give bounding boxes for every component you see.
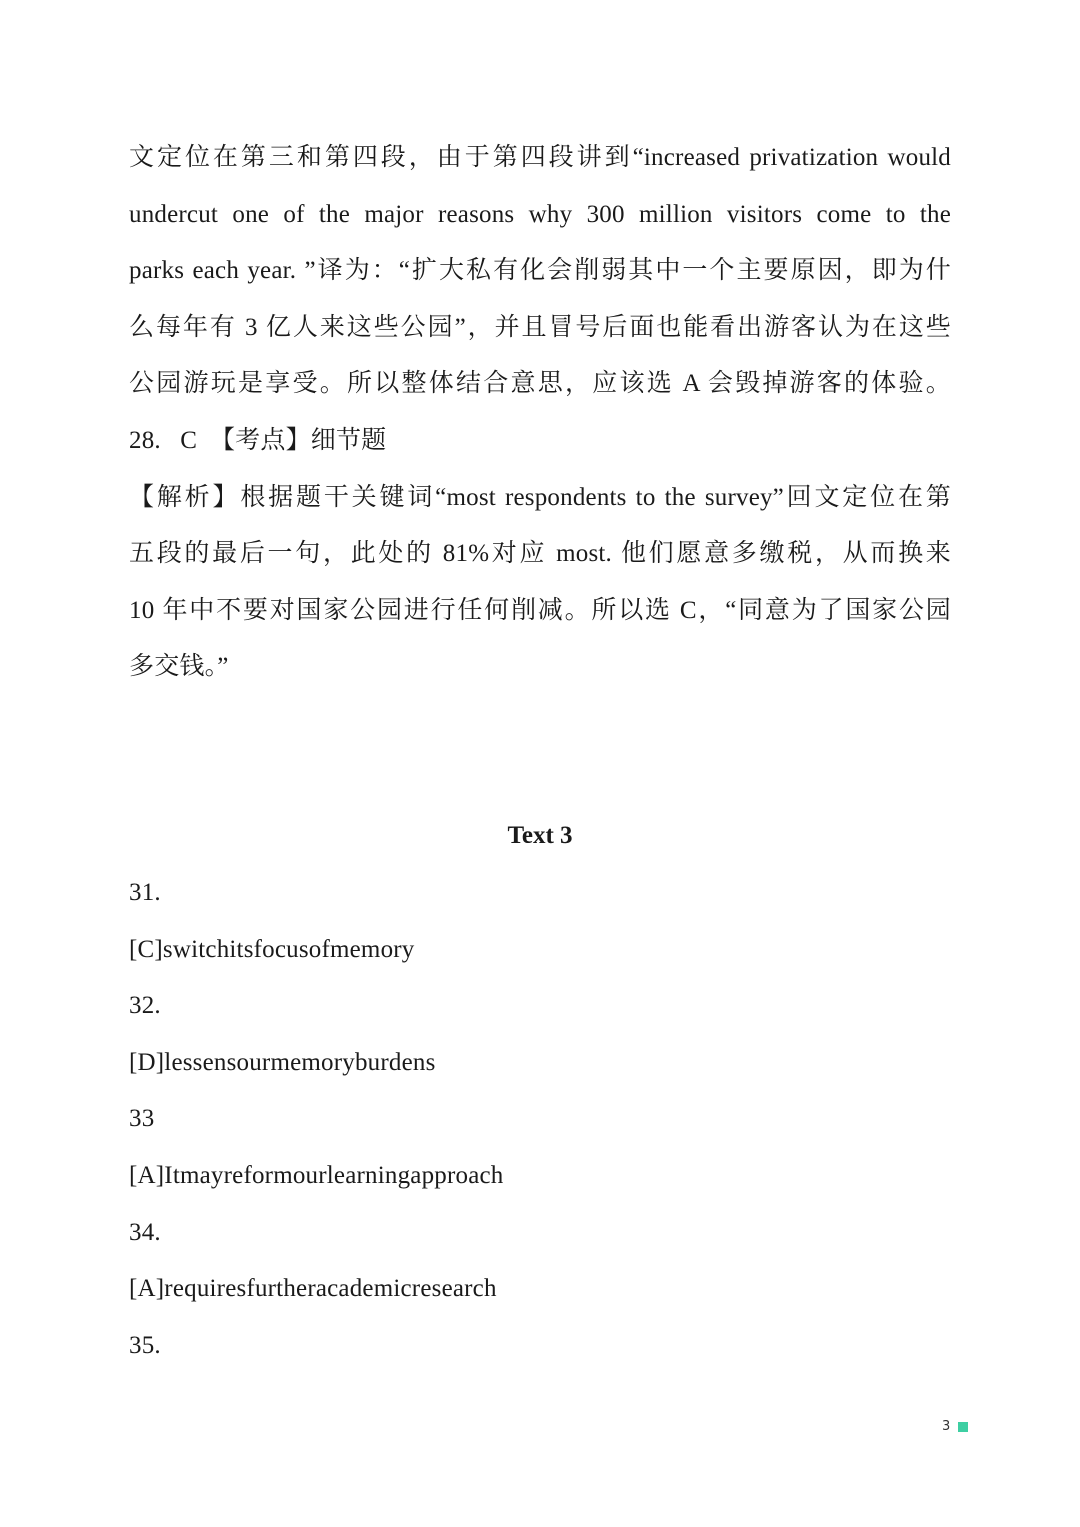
question-number: 32.	[129, 992, 161, 1019]
question-number: 35.	[129, 1332, 161, 1359]
analysis-line: 【解析】根据题干关键词“most respondents to the survey”回文定位在第	[129, 484, 951, 511]
paragraph-line: undercut one of the major reasons why 300 million visitors come to the	[129, 201, 951, 228]
question-number: 34.	[129, 1219, 161, 1246]
question-number: 33	[129, 1105, 155, 1132]
answer-text: [A]requiresfurtheracademicresearch	[129, 1275, 497, 1302]
answer-text: [A]Itmayreformourlearningapproach	[129, 1162, 504, 1189]
answer-text: [D]lessensourmemoryburdens	[129, 1049, 436, 1076]
section-heading: Text 3	[507, 822, 573, 849]
answer-text: [C]switchitsfocusofmemory	[129, 936, 415, 963]
analysis-line: 多交钱。”	[129, 653, 229, 680]
page-number: 3	[942, 1419, 951, 1434]
paragraph-line: 文定位在第三和第四段，由于第四段讲到“increased privatization would	[129, 144, 951, 171]
page-marker-square-icon	[958, 1422, 968, 1432]
paragraph-line: 公园游玩是享受。所以整体结合意思，应该选 A 会毁掉游客的体验。	[129, 370, 951, 397]
paragraph-line: 么每年有 3 亿人来这些公园”，并且冒号后面也能看出游客认为在这些	[129, 314, 951, 341]
paragraph-line: parks each year. ”译为：“扩大私有化会削弱其中一个主要原因，即为什	[129, 257, 951, 284]
question-number: 31.	[129, 879, 161, 906]
question-28-header: 28. C 【考点】细节题	[129, 427, 387, 454]
analysis-line: 10 年中不要对国家公园进行任何削减。所以选 C，“同意为了国家公园	[129, 597, 951, 624]
analysis-line: 五段的最后一句，此处的 81%对应 most. 他们愿意多缴税，从而换来	[129, 540, 951, 567]
